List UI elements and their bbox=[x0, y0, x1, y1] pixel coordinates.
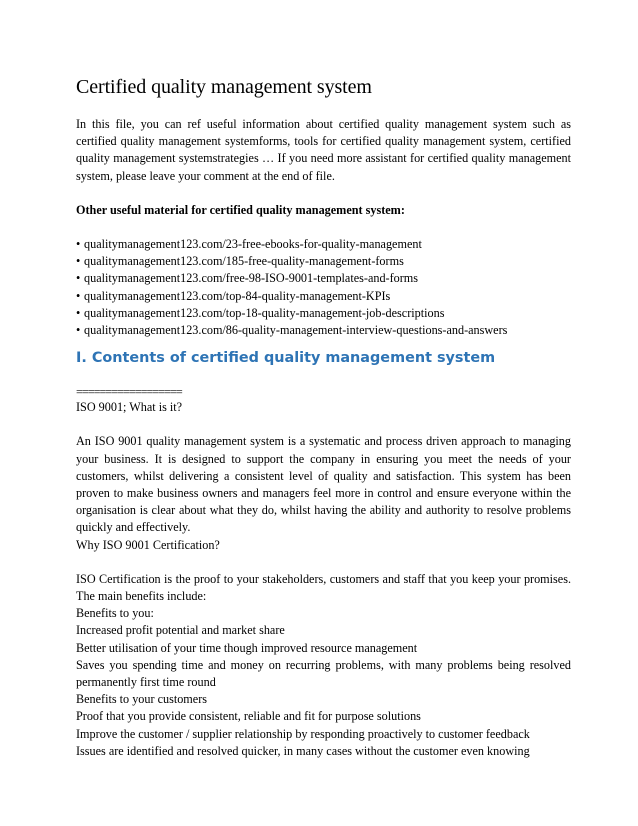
text-line: Proof that you provide consistent, reliable and fit for purpose solutions bbox=[76, 709, 421, 724]
resource-link[interactable]: • qualitymanagement123.com/86-quality-management-interview-questions-and-answers bbox=[76, 322, 571, 339]
question-heading: Why ISO 9001 Certification? bbox=[76, 537, 220, 552]
text-line: Benefits to you: bbox=[76, 606, 154, 621]
text-line: Better utilisation of your time though improved resource management bbox=[76, 640, 418, 655]
text-line: Benefits to your customers bbox=[76, 692, 207, 707]
question-heading: ISO 9001; What is it? bbox=[76, 400, 183, 415]
text-line: Increased profit potential and market share bbox=[76, 623, 285, 638]
document-title: Certified quality management system bbox=[76, 76, 372, 98]
intro-paragraph: In this file, you can ref useful information about certified quality management system such as certified quality management systemforms, tools for certified quality management system, certified quality management systemstrategies … If you need more assistant for certified quality management system, please leave your comment at the end of file. bbox=[76, 117, 571, 183]
resource-link-list bbox=[76, 236, 571, 339]
section-heading: I. Contents of certified quality management system bbox=[76, 350, 496, 367]
document-body bbox=[76, 74, 571, 760]
resource-link[interactable]: • qualitymanagement123.com/185-free-quality-management-forms bbox=[76, 253, 571, 270]
resource-link[interactable]: • qualitymanagement123.com/23-free-ebooks-for-quality-management bbox=[76, 236, 571, 253]
text-line: Issues are identified and resolved quicker, in many cases without the customer even knowing bbox=[76, 743, 530, 758]
text-divider: ================== bbox=[76, 385, 182, 400]
text-line: Improve the customer / supplier relationship by responding proactively to customer feedback bbox=[76, 726, 530, 741]
resource-link[interactable]: • qualitymanagement123.com/top-84-quality-management-KPIs bbox=[76, 288, 571, 305]
resource-link[interactable]: • qualitymanagement123.com/free-98-ISO-9001-templates-and-forms bbox=[76, 270, 571, 287]
body-paragraph: Saves you spending time and money on recurring problems, with many problems being resolved permanently first time round bbox=[76, 657, 571, 690]
body-paragraph: An ISO 9001 quality management system is a systematic and process driven approach to managing your business. It is designed to support the company in ensuring you meet the needs of your customers, whilst delivering a consistent level of quality and satisfaction. This system has been proven to make business owners and managers feel more in control and ensure everyone within the organisation is clear about what they do, whilst having the ability and authority to resolve problems quickly and effectively. bbox=[76, 434, 571, 535]
resource-link[interactable]: • qualitymanagement123.com/top-18-quality-management-job-descriptions bbox=[76, 305, 571, 322]
body-paragraph: ISO Certification is the proof to your stakeholders, customers and staff that you keep your promises. The main benefits include: bbox=[76, 571, 571, 604]
other-material-heading: Other useful material for certified quality management system: bbox=[76, 202, 405, 217]
